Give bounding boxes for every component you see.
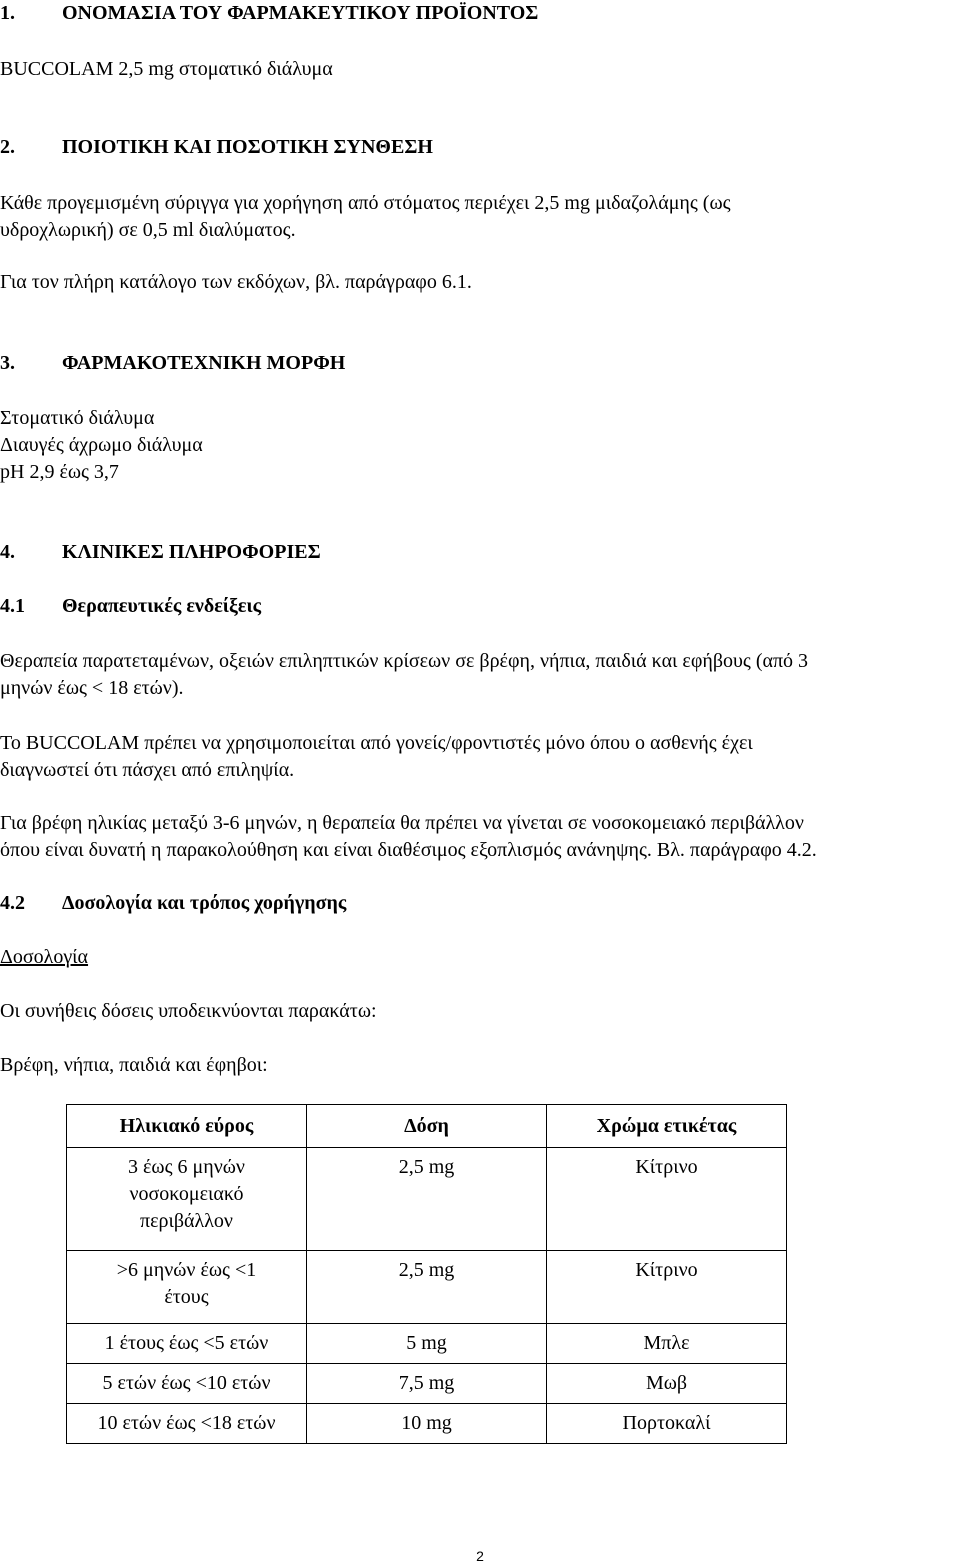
indication-p3-line-1: Για βρέφη ηλικίας μεταξύ 3-6 μηνών, η θεραπεία θα πρέπει να γίνεται σε νοσοκομειακό περιβάλλον [0,812,804,834]
age-line: >6 μηνών έως <1 [116,1259,257,1281]
form-line-3: pH 2,9 έως 3,7 [0,461,119,483]
table-row [67,1364,787,1404]
table-header-row [67,1105,787,1148]
section-2-heading [0,134,433,161]
age-line: έτους [164,1286,209,1308]
indication-p1-line-2: μηνών έως < 18 ετών). [0,677,184,699]
table-row [67,1251,787,1324]
section-3-heading [0,350,345,377]
table-row [67,1148,787,1251]
table-row [67,1404,787,1444]
product-name-text: BUCCOLAM 2,5 mg στοματικό διάλυμα [0,58,333,80]
excipients-reference: Για τον πλήρη κατάλογο των εκδόχων, βλ. παράγραφο 6.1. [0,271,472,293]
section-1-number: 1. [0,2,15,24]
dose-cell: 2,5 mg [307,1251,547,1324]
subsection-4-2-number: 4.2 [0,892,25,914]
header-label-color: Χρώμα ετικέτας [547,1105,787,1148]
section-1-heading [0,0,538,27]
form-line-1: Στοματικό διάλυμα [0,407,155,429]
dose-cell: 5 mg [307,1324,547,1364]
age-line: περιβάλλον [140,1210,233,1232]
dose-cell: 2,5 mg [307,1148,547,1251]
population-label: Βρέφη, νήπια, παιδιά και έφηβοι: [0,1054,268,1076]
subsection-4-1-title: Θεραπευτικές ενδείξεις [62,595,262,617]
form-line-2: Διαυγές άχρωμο διάλυμα [0,434,203,456]
section-2-number: 2. [0,136,15,158]
dose-cell: 7,5 mg [307,1364,547,1404]
section-4-title: ΚΛΙΝΙΚΕΣ ΠΛΗΡΟΦΟΡΙΕΣ [62,541,321,563]
section-4-number: 4. [0,541,15,563]
section-3-number: 3. [0,352,15,374]
age-cell [67,1148,307,1251]
posology-heading: Δοσολογία [0,946,89,968]
subsection-4-1-heading [0,593,261,620]
indication-p2-line-2: διαγνωστεί ότι πάσχει από επιληψία. [0,759,295,781]
page-number: 2 [476,1548,484,1564]
subsection-4-2-heading [0,890,346,917]
subsection-4-1-number: 4.1 [0,595,25,617]
indication-p1-line-1: Θεραπεία παρατεταμένων, οξειών επιληπτικών κρίσεων σε βρέφη, νήπια, παιδιά και εφήβους (από 3 [0,650,809,672]
composition-line-1: Κάθε προγεμισμένη σύριγγα για χορήγηση από στόματος περιέχει 2,5 mg μιδαζολάμης (ως [0,192,731,214]
age-cell: 5 ετών έως <10 ετών [67,1364,307,1404]
age-cell [67,1251,307,1324]
section-2-title: ΠΟΙΟΤΙΚΗ ΚΑΙ ΠΟΣΟΤΙΚΗ ΣΥΝΘΕΣΗ [62,136,433,158]
age-line: νοσοκομειακό [129,1183,244,1205]
age-cell: 1 έτους έως <5 ετών [67,1324,307,1364]
indication-p2-line-1: Το BUCCOLAM πρέπει να χρησιμοποιείται από γονείς/φροντιστές μόνο όπου ο ασθενής έχει [0,732,753,754]
table-row [67,1324,787,1364]
composition-line-2: υδροχλωρική) σε 0,5 ml διαλύματος. [0,219,296,241]
subsection-4-2-title: Δοσολογία και τρόπος χορήγησης [62,892,347,914]
age-line: 3 έως 6 μηνών [128,1156,245,1178]
indication-p3-line-2: όπου είναι δυνατή η παρακολούθηση και είναι διαθέσιμος εξοπλισμός ανάνηψης. Βλ. παράγραφο 4.2. [0,839,817,861]
age-cell: 10 ετών έως <18 ετών [67,1404,307,1444]
header-dose: Δόση [307,1105,547,1148]
dose-cell: 10 mg [307,1404,547,1444]
color-cell: Κίτρινο [547,1148,787,1251]
dosing-table [66,1104,787,1444]
color-cell: Πορτοκαλί [547,1404,787,1444]
color-cell: Κίτρινο [547,1251,787,1324]
header-age-range: Ηλικιακό εύρος [67,1105,307,1148]
section-3-title: ΦΑΡΜΑΚΟΤΕΧΝΙΚΗ ΜΟΡΦΗ [62,352,346,374]
color-cell: Μωβ [547,1364,787,1404]
section-4-heading [0,539,321,566]
color-cell: Μπλε [547,1324,787,1364]
section-1-title: ΟΝΟΜΑΣΙΑ ΤΟΥ ΦΑΡΜΑΚΕΥΤΙΚΟΥ ΠΡΟΪΟΝΤΟΣ [62,2,539,24]
posology-intro: Οι συνήθεις δόσεις υποδεικνύονται παρακάτω: [0,1000,377,1022]
